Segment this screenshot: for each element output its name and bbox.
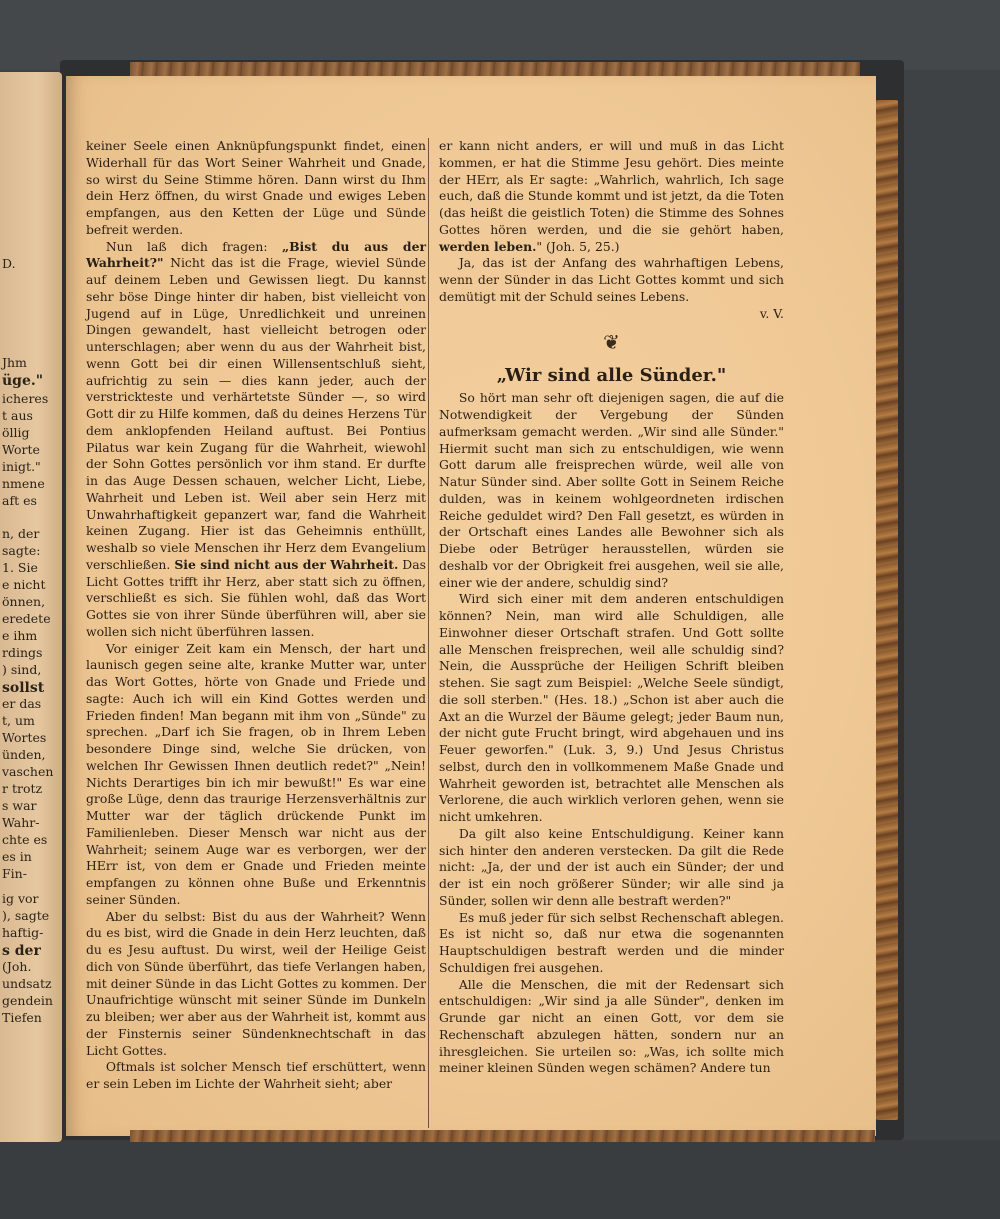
left-page-line: rdings bbox=[2, 645, 43, 660]
paragraph bbox=[86, 239, 426, 641]
text-run: Das Licht Gottes trifft ihr Herz, aber statt sich zu öffnen, verschließt es sich. Sie fühlen wohl, daß das Wort Gottes sie von ihrer Sünde überführen will, aber sie wollen sich nicht überführen lassen. bbox=[86, 556, 426, 639]
text-run: Nun laß dich fragen: bbox=[105, 238, 282, 254]
left-page-line: es in bbox=[2, 849, 32, 864]
paragraph bbox=[439, 138, 784, 255]
left-page-line: t, um bbox=[2, 713, 35, 728]
left-page-line: önnen, bbox=[2, 594, 46, 609]
left-page-line: Tiefen bbox=[2, 1010, 42, 1025]
left-page-line: s der bbox=[2, 943, 41, 959]
left-page-line: eredete bbox=[2, 611, 51, 626]
left-page-line: haftig- bbox=[2, 925, 44, 940]
text-run: keiner Seele einen Anknüpfungspunkt findet, einen Widerhall für das Wort Seiner Wahrheit und Gnade, so wirst du Seine Stimme hören. Dann wirst du Ihm dein Herz öffnen, du wirst Gnade und ewiges Leben empfangen, aus den Ketten der Lüge und Sünde befreit werden. bbox=[86, 138, 426, 237]
left-page-line: Fin- bbox=[2, 866, 27, 881]
left-page-line: n, der bbox=[2, 526, 40, 541]
left-page-line: Worte bbox=[2, 442, 40, 457]
left-page-line: sagte: bbox=[2, 543, 41, 558]
paragraph bbox=[86, 138, 426, 239]
article-title bbox=[439, 362, 784, 390]
left-page-line: er das bbox=[2, 696, 42, 711]
text-run: v. V. bbox=[759, 305, 784, 321]
text-run: Aber du selbst: Bist du aus der Wahrheit? Wenn du es bist, wird die Gnade in dein Herz leuchten, daß du es Jesu auftust. Du wirst, weil der Heilige Geist dich von Sünde überführt, das tiefe Verlangen haben, mit deiner Sünde in das Licht Gottes zu kommen. Der Unaufrichtige wünscht mit seiner Sünde im Dunkeln zu bleiben; wer aber aus der Wahrheit ist, kommt aus der Finsternis seiner Sündenknechtschaft in das Licht Gottes. bbox=[86, 908, 426, 1058]
left-page-line: ünden, bbox=[2, 747, 46, 762]
book-edge-top bbox=[130, 62, 860, 76]
left-page-line: ) sind, bbox=[2, 662, 42, 677]
text-column-left bbox=[86, 138, 426, 1093]
left-page-line: chte es bbox=[2, 832, 48, 847]
text-run: Da gilt also keine Entschuldigung. Keiner kann sich hinter den anderen verstecken. Da gilt die Rede nicht: „Ja, der und der ist auch ein Sünder; der und der ist ein noch größerer Sünder; wir alle sind ja Sünder, sollen wir denn alle bestraft werden?" bbox=[439, 825, 784, 908]
text-run: Es muß jeder für sich selbst Rechenschaft ablegen. Es ist nicht so, daß nur etwa die sogenannten Hauptschuldigen bestraft werden und die minder Schuldigen frei ausgehen. bbox=[439, 909, 784, 975]
paragraph bbox=[439, 826, 784, 910]
left-page-line: r trotz bbox=[2, 781, 43, 796]
column-divider bbox=[428, 138, 429, 1128]
ornament bbox=[439, 322, 784, 362]
text-run: Alle die Menschen, die mit der Redensart sich entschuldigen: „Wir sind ja alle Sünder", denken im Grunde gar nicht an einen Gott, vor dem sie Rechenschaft abzulegen hätten, sondern nur an ihresgleichen. Sie urteilen so: „Was, ich sollte mich meiner kleinen Sünden wegen schämen? Andere tun bbox=[439, 976, 784, 1076]
text-run: Oftmals ist solcher Mensch tief erschüttert, wenn er sein Leben im Lichte der Wahrheit sieht; aber bbox=[86, 1059, 426, 1091]
background-bottom bbox=[0, 1140, 1000, 1219]
text-run: Nicht das ist die Frage, wieviel Sünde auf deinem Leben und Gewissen liegt. Du kannst sehr böse Dinge hinter dir haben, bist vielleicht von Jugend auf in Lüge, Unredlichkeit und unreinen Dingen gewandelt, hast vielleicht betrogen oder unterschlagen; aber wenn du aus der Wahrheit bist, wenn Gott bei dir einen Willensentschluß sieht, aufrichtig zu sein — dies kann jeder, auch der verstrickteste und verhärtetste Sünder —, so wird Gott dir zu Hilfe kommen, daß du deines Herzens Tür dem anklopfenden Heiland auftust. Bei Pontius Pilatus war kein Zugang für die Wahrheit, wiewohl der Sohn Gottes persönlich vor ihm stand. Er durfte in das Auge Dessen schauen, welcher Licht, Liebe, Wahrheit und Leben ist. Weil aber sein Herz mit Unwahrhaftigkeit gepanzert war, fand die Wahrheit keinen Zugang. Hier ist das Geheimnis enthüllt, weshalb so viele Menschen ihr Herz dem Evangelium verschließen. bbox=[86, 255, 426, 572]
paragraph bbox=[439, 591, 784, 826]
facing-page-left bbox=[0, 72, 62, 1142]
left-page-line: ig vor bbox=[2, 891, 39, 906]
bold-text: werden leben. bbox=[439, 238, 537, 254]
text-run: ❦ bbox=[603, 330, 620, 355]
text-run: „Wir sind alle Sünder." bbox=[496, 365, 727, 387]
left-page-line: aft es bbox=[2, 493, 37, 508]
text-run: Wird sich einer mit dem anderen entschuldigen können? Nein, man wird alle Schuldigen, alle Einwohner dieser Ortschaft strafen. Und Gott sollte alle Menschen freisprechen, weil alle schuldig sind? Nein, die Aussprüche der Heiligen Schrift bleiben stehen. Sie sagt zum Beispiel: „Welche Seele sündigt, die soll sterben." (Hes. 18.) „Schon ist aber auch die Axt an die Wurzel der Bäume gelegt; jeder Baum nun, der nicht gute Frucht bringt, wird abgehauen und ins Feuer geworfen." (Luk. 3, 9.) Und Jesus Christus selbst, durch den in vollkommenem Maße Gnade und Wahrheit geworden ist, betrachtet alle Menschen als Verlorene, die auch wirklich verloren gehen, wenn sie nicht umkehren. bbox=[439, 591, 784, 824]
left-page-line: ), sagte bbox=[2, 908, 50, 923]
left-page-line: Jhm bbox=[2, 355, 27, 370]
left-page-line: e nicht bbox=[2, 577, 46, 592]
text-run: Vor einiger Zeit kam ein Mensch, der hart und launisch gegen seine alte, kranke Mutter war, unter das Wort Gottes, hörte von Gnade und Friede und sagte: Auch ich will ein Kind Gottes werden und Frieden finden! Man begann mit ihm von „Sünde" zu sprechen. „Darf ich Sie fragen, ob in Ihrem Leben besondere Dinge sind, welche Sie drücken, von welchen Ihr Gewissen Ihnen deutlich redet?" „Nein! Nichts Derartiges bin ich mir bewußt!" Es war eine große Lüge, denn das traurige Herzensverhältnis zur Mutter war der täglich drückende Punkt im Familienleben. Dieser Mensch war nicht aus der Wahrheit; seinem Auge war es verborgen, wer der HErr ist, von dem er Gnade und Frieden meinte empfangen zu können ohne Buße und Erkenntnis seiner Sünden. bbox=[86, 640, 426, 907]
left-page-line: Wortes bbox=[2, 730, 47, 745]
author-signature bbox=[439, 306, 784, 323]
text-run: " (Joh. 5, 25.) bbox=[536, 238, 620, 254]
left-page-line: nmene bbox=[2, 476, 45, 491]
left-page-line: D. bbox=[2, 256, 16, 271]
text-run: er kann nicht anders, er will und muß in das Licht kommen, er hat die Stimme Jesu gehört. Dies meinte der HErr, als Er sagte: „Wahrlich, wahrlich, Ich sage euch, daß die Stunde kommt und ist jetzt, da die Toten (das heißt die geistlich Toten) die Stimme des Sohnes Gottes hören werden, und die sie gehört haben, bbox=[439, 138, 784, 237]
left-page-line: üge." bbox=[2, 373, 44, 389]
left-page-line: undsatz bbox=[2, 976, 52, 991]
book-edge-bottom bbox=[130, 1130, 875, 1142]
paragraph bbox=[86, 1059, 426, 1093]
paragraph bbox=[439, 977, 784, 1078]
bold-text: Sie sind nicht aus der Wahrheit. bbox=[174, 556, 399, 572]
left-page-line: vaschen bbox=[2, 764, 54, 779]
book-page bbox=[66, 76, 876, 1136]
left-page-line: sollst bbox=[2, 680, 45, 696]
left-page-line: (Joh. bbox=[2, 959, 32, 974]
left-page-line: icheres bbox=[2, 391, 49, 406]
left-page-line: öllig bbox=[2, 425, 30, 440]
left-page-line: e ihm bbox=[2, 628, 38, 643]
left-page-line: Wahr- bbox=[2, 815, 40, 830]
text-column-right bbox=[439, 138, 784, 1077]
left-page-line: t aus bbox=[2, 408, 33, 423]
text-run: Ja, das ist der Anfang des wahrhaftigen Lebens, wenn der Sünder in das Licht Gottes kommt und sich demütigt mit der Schuld seines Lebens. bbox=[439, 255, 784, 304]
book-edge-right bbox=[876, 100, 898, 1120]
left-page-line: 1. Sie bbox=[2, 560, 38, 575]
bold-text: „Bist du aus der Wahrheit?" bbox=[86, 238, 426, 271]
paragraph bbox=[439, 390, 784, 591]
paragraph bbox=[439, 910, 784, 977]
paragraph bbox=[86, 641, 426, 909]
text-run: So hört man sehr oft diejenigen sagen, die auf die Notwendigkeit der Vergebung der Sünden aufmerksam gemacht werden. „Wir sind alle Sünder." Hiermit sucht man sich zu entschuldigen, wie wenn Gott darum alle freisprechen würde, weil alle von Natur Sünder sind. Aber sollte Gott in Seinem Reiche dulden, was in keinem wohlgeordneten irdischen Reiche geduldet wird? Den Fall gesetzt, es würden in der Ortschaft eines Landes alle Bewohner sich als Diebe oder Betrüger herausstellen, würden sie deshalb vor der Obrigkeit frei ausgehen, weil sie alle, einer wie der andere, schuldig sind? bbox=[439, 390, 784, 590]
paragraph bbox=[439, 255, 784, 305]
paragraph bbox=[86, 909, 426, 1060]
left-page-line: gendein bbox=[2, 993, 53, 1008]
left-page-line: s war bbox=[2, 798, 37, 813]
left-page-line: inigt." bbox=[2, 459, 41, 474]
